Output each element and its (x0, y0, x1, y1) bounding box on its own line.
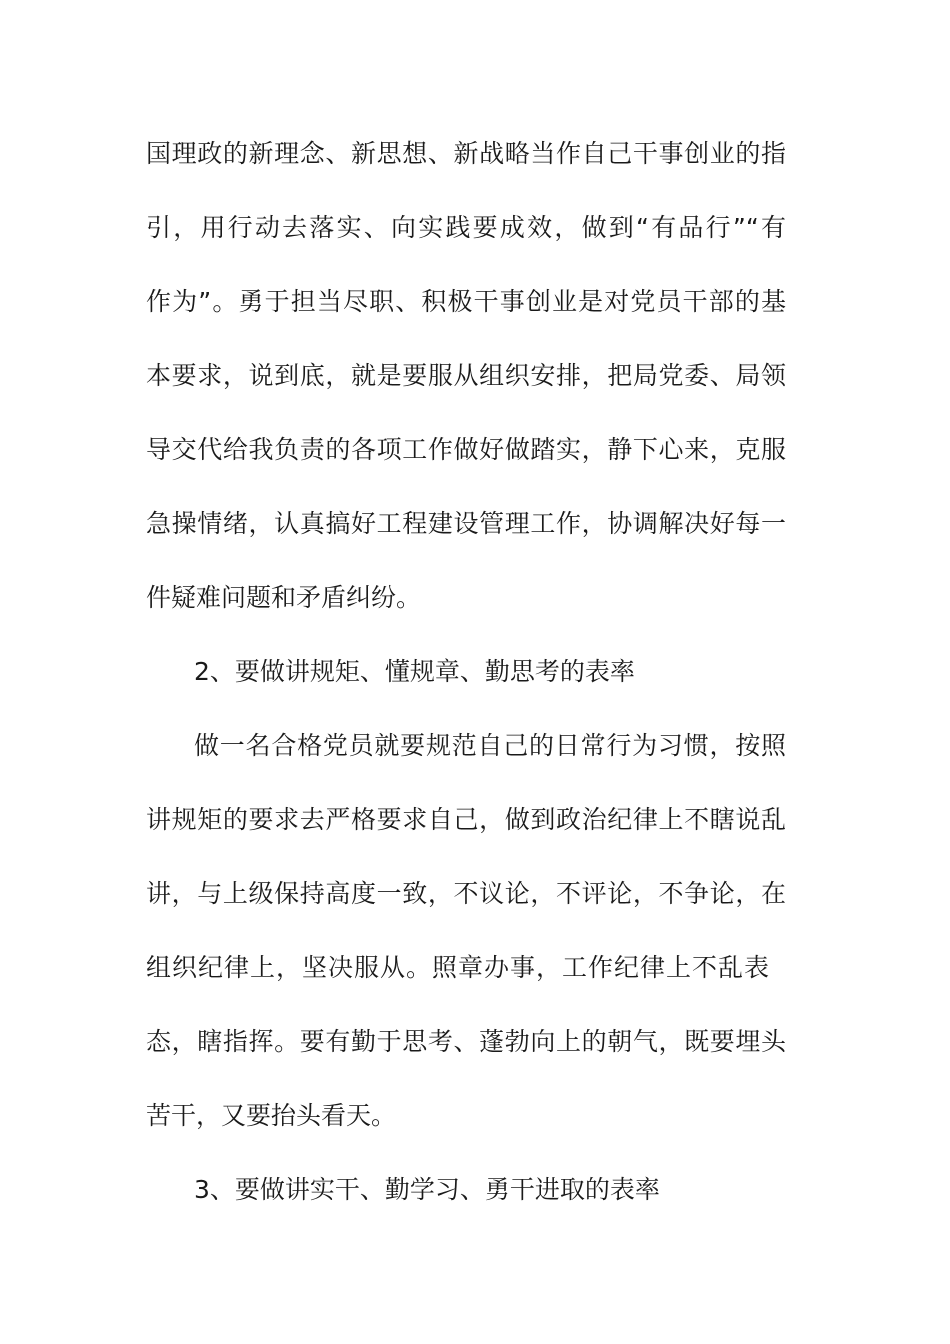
paragraph-2-line-5: 态，瞎指挥。要有勤于思考、蓬勃向上的朝气，既要埋头 (146, 1027, 786, 1056)
paragraph-2-line-6: 苦干，又要抬头看天。 (146, 1101, 397, 1130)
paragraph-2-line-3: 讲，与上级保持高度一致，不议论，不评论，不争论，在 (146, 879, 786, 908)
paragraph-2-line-4: 组织纪律上，坚决服从。照章办事，工作纪律上不乱表 (146, 953, 771, 982)
paragraph-1-line-1: 国理政的新理念、新思想、新战略当作自己干事创业的指 (146, 139, 786, 168)
paragraph-1-line-5: 导交代给我负责的各项工作做好做踏实，静下心来，克服 (146, 435, 786, 464)
paragraph-1-line-4: 本要求，说到底，就是要服从组织安排，把局党委、局领 (146, 361, 786, 390)
paragraph-2-line-1: 做一名合格党员就要规范自己的日常行为习惯，按照 (194, 731, 786, 760)
paragraph-2-line-2: 讲规矩的要求去严格要求自己，做到政治纪律上不瞎说乱 (146, 805, 786, 834)
section-heading-3: 3、要做讲实干、勤学习、勇干进取的表率 (194, 1175, 660, 1204)
paragraph-1-line-2: 引，用行动去落实、向实践要成效，做到“有品行”“有 (146, 213, 786, 242)
paragraph-1-line-7: 件疑难问题和矛盾纠纷。 (146, 583, 422, 612)
paragraph-1-line-3: 作为”。勇于担当尽职、积极干事创业是对党员干部的基 (146, 287, 786, 316)
paragraph-1-line-6: 急操情绪，认真搞好工程建设管理工作，协调解决好每一 (146, 509, 786, 538)
section-heading-2: 2、要做讲规矩、懂规章、勤思考的表率 (194, 657, 635, 686)
